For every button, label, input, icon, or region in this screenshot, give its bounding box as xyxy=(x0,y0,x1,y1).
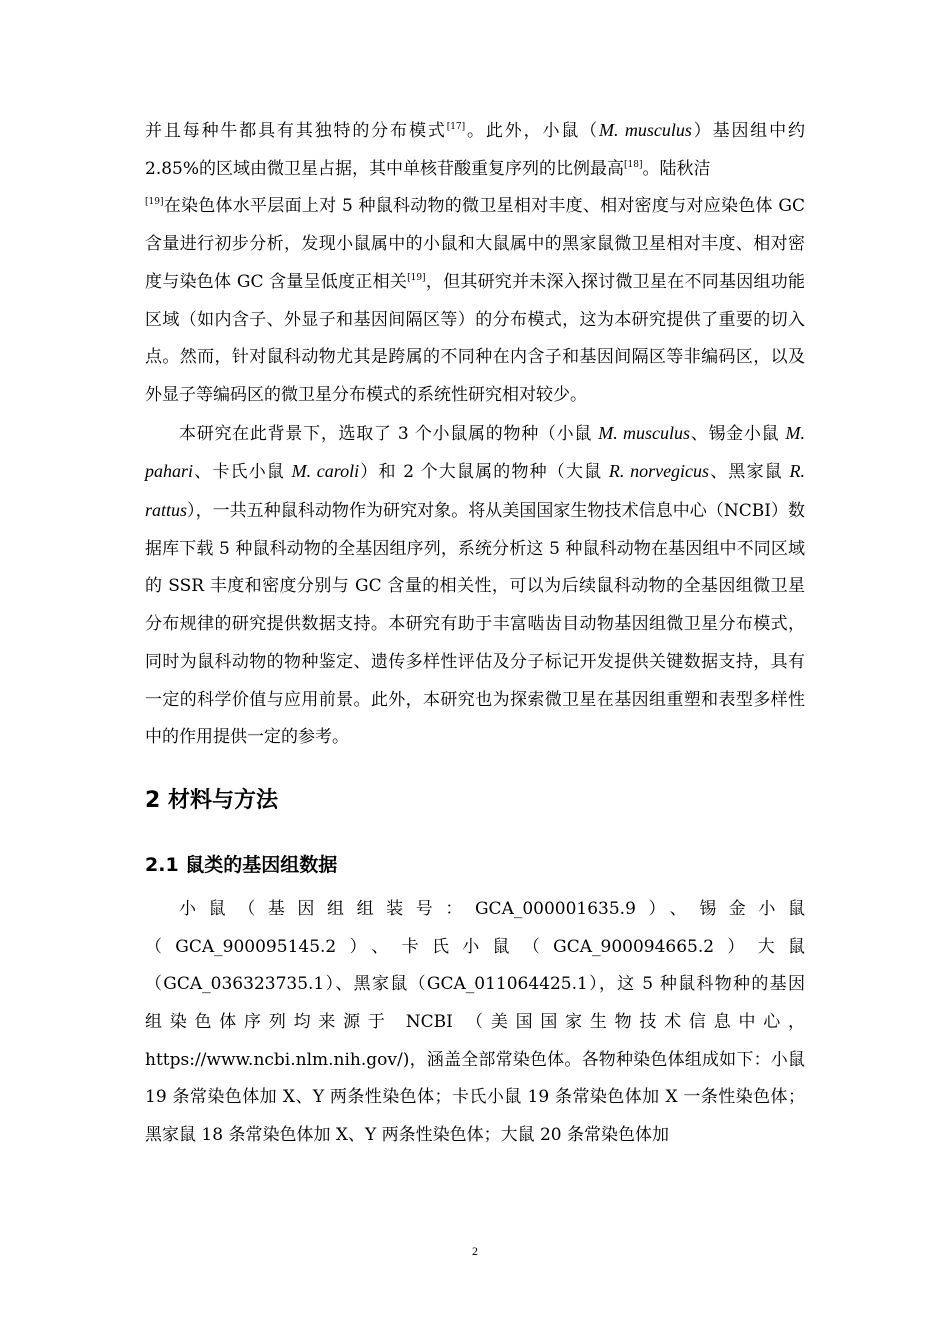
citation[interactable]: [19] xyxy=(145,197,164,208)
text: 、卡氏小鼠 xyxy=(193,462,292,483)
text: ）和 2 个大鼠属的物种（大鼠 xyxy=(359,462,609,483)
species-name: M. pahari xyxy=(145,422,806,482)
citation[interactable]: [18] xyxy=(624,159,643,170)
species-name: R. norvegicus xyxy=(608,461,710,482)
page-body xyxy=(145,112,805,1155)
text: 在染色体水平层面上对 5 种鼠科动物的微卫星相对丰度、相对密度与对应染色体 GC 含量进行初步分析，发现小鼠属中的小鼠和大鼠属中的黑家鼠微卫星相对丰度、相对密度与染色体 GC 含量呈低度正相关 xyxy=(145,196,805,292)
text: 本研究在此背景下，选取了 3 个小鼠属的物种（小鼠 xyxy=(179,423,599,444)
citation[interactable]: [19] xyxy=(407,272,426,283)
text: 、锡金小鼠 xyxy=(690,423,786,444)
subsection-heading: 2.1 鼠类的基因组数据 xyxy=(145,853,338,876)
paragraph-background-review xyxy=(145,112,805,415)
text: ），一共五种鼠科动物作为研究对象。将从美国国家生物技术信息中心（NCBI）数据库下载 5 种鼠科动物的全基因组序列，系统分析这 5 种鼠科动物在基因组中不同区域的 SSR 丰度和密度分别与 GC 含量的相关性，可以为后续鼠科动物的全基因组微卫星分布规律的研究提供数据支持。本研究有助于丰富啮齿目动物基因组微卫星分布模式，同时为鼠科动物的物种鉴定、遗传多样性评估及分子标记开发提供关键数据支持，具有一定的科学价值与应用前景。此外，本研究也为探索微卫星在基因组重塑和表型多样性中的作用提供一定的参考。 xyxy=(145,501,805,748)
species-name: M. caroli xyxy=(291,461,360,482)
species-name: M. musculus xyxy=(598,422,690,443)
species-name: R. rattus xyxy=(145,461,805,521)
paragraph-genome-data xyxy=(145,891,805,1155)
text-block: https://www.ncbi.nlm.nih.gov/)，涵盖全部常染色体。各物种染色体组成如下：小鼠 19 条常染色体加 X、Y 两条性染色体；卡氏小鼠 19 条常染色体加 X 一条性染色体；黑家鼠 18 条常染色体加 X、Y 两条性染色体；大鼠 20 条常染色体加 xyxy=(145,1049,805,1146)
species-name: M. musculus xyxy=(599,120,692,140)
text: ，但其研究并未深入探讨微卫星在不同基因组功能区域（如内含子、外显子和基因间隔区等）的分布模式，这为本研究提供了重要的切入点。然而，针对鼠科动物尤其是跨属的不同种在内含子和基因间隔区等非编码区，以及外显子等编码区的微卫星分布模式的系统性研究相对较少。 xyxy=(145,271,805,405)
text: 、黑家鼠 xyxy=(709,462,790,483)
text-line: （GCA_900095145.2）、卡氏小鼠（GCA_900094665.2）大鼠 xyxy=(145,936,805,957)
page-number: 2 xyxy=(472,1244,478,1258)
text-line: （GCA_036323735.1）、黑家鼠（GCA_011064425.1），这 5 种鼠科物种的基因 xyxy=(145,974,805,995)
text-line: 组染色体序列均来源于 NCBI （美国国家生物技术信息中心， xyxy=(145,1012,805,1033)
text: 。此外，小鼠（ xyxy=(465,121,600,141)
citation[interactable]: [17] xyxy=(446,122,466,132)
paragraph-research-aim xyxy=(145,415,805,757)
text-line: 小鼠（基因组组装号：GCA_000001635.9）、锡金小鼠 xyxy=(179,898,805,919)
text: 并且每种牛都具有其独特的分布模式 xyxy=(145,121,447,141)
text: 。陆秋洁 xyxy=(642,158,711,179)
text: ）基因组中约 2.85%的区域由微卫星占据，其中单核苷酸重复序列的比例最高 xyxy=(145,121,806,179)
section-heading: 2 材料与方法 xyxy=(145,787,278,813)
